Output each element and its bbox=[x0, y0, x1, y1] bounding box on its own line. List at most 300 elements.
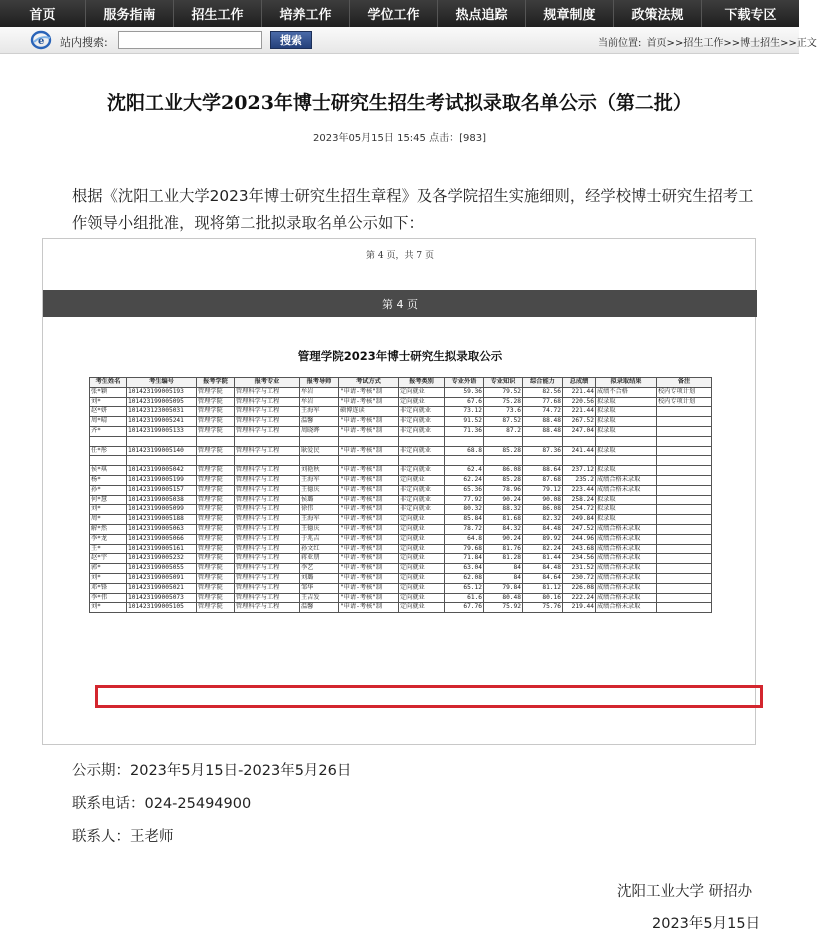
table-header-cell: 考试方式 bbox=[339, 378, 399, 388]
table-cell: 非定向就业 bbox=[399, 417, 445, 427]
table-cell: 101423199005038 bbox=[127, 495, 197, 505]
search-button[interactable]: 搜索 bbox=[270, 31, 312, 49]
table-cell: 拟录取 bbox=[596, 515, 657, 525]
table-cell bbox=[657, 417, 712, 427]
table-cell: 王海军 bbox=[300, 475, 339, 485]
nav-item-home[interactable]: 首页 bbox=[0, 0, 86, 27]
table-cell bbox=[90, 456, 127, 466]
table-cell bbox=[657, 573, 712, 583]
table-cell bbox=[657, 554, 712, 564]
table-cell bbox=[339, 436, 399, 446]
table-cell: 拟录取 bbox=[596, 466, 657, 476]
table-cell: "申请-考核"制 bbox=[339, 573, 399, 583]
svg-text:e: e bbox=[38, 36, 45, 47]
table-cell bbox=[523, 436, 563, 446]
table-cell: "申请-考核"制 bbox=[339, 475, 399, 485]
table-cell: 非定向就业 bbox=[399, 505, 445, 515]
table-cell: 243.68 bbox=[563, 544, 596, 554]
table-cell: "申请-考核"制 bbox=[339, 466, 399, 476]
table-cell bbox=[657, 436, 712, 446]
nav-item-service-guide[interactable]: 服务指南 bbox=[86, 0, 174, 27]
table-cell: 李艺 bbox=[300, 564, 339, 574]
table-cell bbox=[657, 475, 712, 485]
table-cell: 84.64 bbox=[523, 573, 563, 583]
table-cell: 管理学院 bbox=[197, 407, 235, 417]
table-row bbox=[90, 397, 712, 407]
table-cell bbox=[657, 446, 712, 456]
table-cell: 定向就业 bbox=[399, 524, 445, 534]
table-cell: 拟录取 bbox=[596, 397, 657, 407]
table-cell: "申请-考核"制 bbox=[339, 446, 399, 456]
article-intro: 根据《沈阳工业大学2023年博士研究生招生章程》及各学院招生实施细则，经学校博士研究生招考工作领导小组批准，现将第二批拟录取名单公示如下： bbox=[72, 187, 754, 232]
table-cell: 101423199005021 bbox=[127, 583, 197, 593]
table-cell: 80.32 bbox=[445, 505, 484, 515]
table-cell: 73.6 bbox=[484, 407, 523, 417]
table-cell: 邓*锋 bbox=[90, 583, 127, 593]
table-cell: 定向就业 bbox=[399, 397, 445, 407]
table-cell: 齐* bbox=[90, 426, 127, 436]
table-cell: 非定向就业 bbox=[399, 426, 445, 436]
table-cell: 63.04 bbox=[445, 564, 484, 574]
table-cell: 101423199005232 bbox=[127, 554, 197, 564]
table-cell: 王海军 bbox=[300, 515, 339, 525]
table-cell: 定向就业 bbox=[399, 573, 445, 583]
table-row bbox=[90, 505, 712, 515]
table-cell: "申请-考核"制 bbox=[339, 495, 399, 505]
table-cell: 李*伟 bbox=[90, 593, 127, 603]
table-cell: 90.24 bbox=[484, 495, 523, 505]
table-cell: 定向就业 bbox=[399, 534, 445, 544]
table-cell: 258.24 bbox=[563, 495, 596, 505]
table-cell: 非定向就业 bbox=[399, 485, 445, 495]
table-cell: 101423199005105 bbox=[127, 603, 197, 613]
table-cell: 管理科学与工程 bbox=[235, 573, 300, 583]
table-cell: 管理学院 bbox=[197, 426, 235, 436]
table-cell bbox=[596, 436, 657, 446]
announcement-period: 公示期：2023年5月15日-2023年5月26日 bbox=[72, 763, 352, 779]
table-cell bbox=[563, 456, 596, 466]
table-cell: 75.92 bbox=[484, 603, 523, 613]
table-cell: 成绩合格未录取 bbox=[596, 554, 657, 564]
table-cell bbox=[445, 436, 484, 446]
table-cell bbox=[657, 495, 712, 505]
table-row bbox=[90, 554, 712, 564]
table-cell: 267.52 bbox=[563, 417, 596, 427]
table-cell: 成绩合格未录取 bbox=[596, 485, 657, 495]
table-cell: 84.48 bbox=[523, 524, 563, 534]
table-cell: 成绩合格未录取 bbox=[596, 475, 657, 485]
search-input[interactable] bbox=[118, 31, 262, 49]
table-cell: 71.36 bbox=[445, 426, 484, 436]
table-cell: 管理科学与工程 bbox=[235, 466, 300, 476]
table-cell: 73.12 bbox=[445, 407, 484, 417]
table-cell: 67.6 bbox=[445, 397, 484, 407]
table-cell: 59.36 bbox=[445, 387, 484, 397]
table-cell: 孙* bbox=[90, 485, 127, 495]
table-cell: 85.84 bbox=[445, 515, 484, 525]
table-cell: 管理学院 bbox=[197, 397, 235, 407]
highlighted-row-marker bbox=[95, 685, 763, 708]
table-cell bbox=[127, 456, 197, 466]
table-row bbox=[90, 583, 712, 593]
table-cell: "申请-考核"制 bbox=[339, 544, 399, 554]
table-cell: 247.04 bbox=[563, 426, 596, 436]
table-cell: 王* bbox=[90, 544, 127, 554]
table-row bbox=[90, 485, 712, 495]
table-header-cell: 报考导师 bbox=[300, 378, 339, 388]
table-cell bbox=[484, 436, 523, 446]
table-cell: 101423199005073 bbox=[127, 593, 197, 603]
table-cell bbox=[657, 564, 712, 574]
table-cell: 68.8 bbox=[445, 446, 484, 456]
table-cell: "申请-考核"制 bbox=[339, 515, 399, 525]
table-cell: 101423199005055 bbox=[127, 564, 197, 574]
table-cell: 221.44 bbox=[563, 407, 596, 417]
table-cell: 管理学院 bbox=[197, 593, 235, 603]
table-cell: 邹华 bbox=[300, 583, 339, 593]
table-cell: 管理学院 bbox=[197, 515, 235, 525]
table-cell: 81.28 bbox=[484, 554, 523, 564]
nav-item-training[interactable]: 培养工作 bbox=[262, 0, 350, 27]
table-cell: 非定向就业 bbox=[399, 495, 445, 505]
table-cell: 管理科学与工程 bbox=[235, 564, 300, 574]
table-cell: 231.52 bbox=[563, 564, 596, 574]
table-cell bbox=[657, 485, 712, 495]
table-cell: 79.68 bbox=[445, 544, 484, 554]
top-nav bbox=[0, 0, 799, 27]
table-cell: 管理学院 bbox=[197, 485, 235, 495]
table-cell: 88.64 bbox=[523, 466, 563, 476]
table-cell: 管理科学与工程 bbox=[235, 475, 300, 485]
table-cell: 周*晴 bbox=[90, 417, 127, 427]
table-cell: 84 bbox=[484, 573, 523, 583]
nav-item-admissions[interactable]: 招生工作 bbox=[174, 0, 262, 27]
table-header-cell: 考生姓名 bbox=[90, 378, 127, 388]
table-cell: 62.08 bbox=[445, 573, 484, 583]
table-cell: 79.52 bbox=[484, 387, 523, 397]
table-cell bbox=[484, 456, 523, 466]
table-row bbox=[90, 475, 712, 485]
table-cell: 何*慧 bbox=[90, 495, 127, 505]
table-cell: 拟录取 bbox=[596, 426, 657, 436]
table-cell: 89.92 bbox=[523, 534, 563, 544]
table-cell: 郭* bbox=[90, 564, 127, 574]
table-header-cell: 综合能力 bbox=[523, 378, 563, 388]
table-cell: 65.36 bbox=[445, 485, 484, 495]
table-header-cell: 专业知识 bbox=[484, 378, 523, 388]
table-cell: 王海军 bbox=[300, 407, 339, 417]
table-cell: 101423199005161 bbox=[127, 544, 197, 554]
table-cell: 84.32 bbox=[484, 524, 523, 534]
table-cell: 任*彤 bbox=[90, 446, 127, 456]
table-cell: 82.56 bbox=[523, 387, 563, 397]
table-cell bbox=[657, 544, 712, 554]
table-cell: 管理学院 bbox=[197, 603, 235, 613]
table-cell bbox=[563, 436, 596, 446]
table-cell: 84 bbox=[484, 564, 523, 574]
pdf-viewer[interactable] bbox=[42, 238, 756, 745]
table-cell: 拟录取 bbox=[596, 446, 657, 456]
nav-item-degree[interactable]: 学位工作 bbox=[350, 0, 438, 27]
table-cell: 管理学院 bbox=[197, 475, 235, 485]
table-cell: 蒋亚朋 bbox=[300, 554, 339, 564]
table-cell: 耿爱民 bbox=[300, 446, 339, 456]
table-cell: 定向就业 bbox=[399, 515, 445, 525]
table-cell: 管理科学与工程 bbox=[235, 446, 300, 456]
table-cell bbox=[399, 456, 445, 466]
article-clicks: 点击：[983] bbox=[429, 133, 486, 144]
pdf-page-bar: 第 4 页 bbox=[43, 290, 757, 317]
table-cell: 61.6 bbox=[445, 593, 484, 603]
table-cell: 101423123005031 bbox=[127, 407, 197, 417]
nav-item-policies[interactable]: 政策法规 bbox=[614, 0, 702, 27]
table-cell: 75.76 bbox=[523, 603, 563, 613]
table-cell: "申请-考核"制 bbox=[339, 417, 399, 427]
table-cell: 管理学院 bbox=[197, 387, 235, 397]
table-row bbox=[90, 524, 712, 534]
breadcrumb-prefix: 当前位置: bbox=[598, 38, 642, 49]
table-cell: 101423199005193 bbox=[127, 387, 197, 397]
table-cell: 刘* bbox=[90, 505, 127, 515]
table-cell: 64.8 bbox=[445, 534, 484, 544]
table-cell: 解*然 bbox=[90, 524, 127, 534]
table-cell: 65.12 bbox=[445, 583, 484, 593]
table-cell bbox=[197, 436, 235, 446]
table-cell: 王德庆 bbox=[300, 524, 339, 534]
table-cell: 侯璐 bbox=[300, 495, 339, 505]
table-cell: 87.68 bbox=[523, 475, 563, 485]
table-cell: 101423199005199 bbox=[127, 475, 197, 485]
table-cell: 81.76 bbox=[484, 544, 523, 554]
table-row bbox=[90, 456, 712, 466]
table-cell: 李*龙 bbox=[90, 534, 127, 544]
table-row bbox=[90, 387, 712, 397]
table-cell: 硕博连读 bbox=[339, 407, 399, 417]
table-cell: 84.48 bbox=[523, 564, 563, 574]
table-cell: 校内专项计划 bbox=[657, 387, 712, 397]
table-cell bbox=[657, 426, 712, 436]
breadcrumb bbox=[598, 34, 819, 49]
table-cell: 拟录取 bbox=[596, 495, 657, 505]
table-cell: 101423199005241 bbox=[127, 417, 197, 427]
table-cell: 管理科学与工程 bbox=[235, 554, 300, 564]
table-cell: 77.68 bbox=[523, 397, 563, 407]
table-cell: 管理科学与工程 bbox=[235, 417, 300, 427]
table-row bbox=[90, 564, 712, 574]
table-cell bbox=[127, 436, 197, 446]
search-label: 站内搜索: bbox=[60, 36, 108, 49]
table-cell: 88.48 bbox=[523, 426, 563, 436]
table-cell bbox=[197, 456, 235, 466]
table-cell: 定向就业 bbox=[399, 583, 445, 593]
table-cell: 87.52 bbox=[484, 417, 523, 427]
table-cell: 234.56 bbox=[563, 554, 596, 564]
table-cell bbox=[657, 603, 712, 613]
table-cell: 62.4 bbox=[445, 466, 484, 476]
table-cell: "申请-考核"制 bbox=[339, 583, 399, 593]
table-cell bbox=[657, 583, 712, 593]
table-cell: 管理科学与工程 bbox=[235, 524, 300, 534]
table-cell: 88.32 bbox=[484, 505, 523, 515]
signature-date: 2023年5月15日 bbox=[652, 916, 761, 932]
table-cell: 101423199005091 bbox=[127, 573, 197, 583]
table-cell: 71.84 bbox=[445, 554, 484, 564]
table-cell: 254.72 bbox=[563, 505, 596, 515]
table-cell: 管理科学与工程 bbox=[235, 387, 300, 397]
table-cell: 62.24 bbox=[445, 475, 484, 485]
table-cell: 定向就业 bbox=[399, 593, 445, 603]
table-cell: 241.44 bbox=[563, 446, 596, 456]
table-cell: 101423199005095 bbox=[127, 397, 197, 407]
contact-person: 联系人：王老师 bbox=[72, 829, 174, 845]
table-header-cell: 专业外语 bbox=[445, 378, 484, 388]
table-cell: 80.48 bbox=[484, 593, 523, 603]
table-cell: 管理科学与工程 bbox=[235, 505, 300, 515]
table-cell: 管理学院 bbox=[197, 495, 235, 505]
table-cell: 成绩合格未录取 bbox=[596, 534, 657, 544]
table-cell: 管理学院 bbox=[197, 583, 235, 593]
table-cell: 校内专项计划 bbox=[657, 397, 712, 407]
table-cell: 101423199005188 bbox=[127, 515, 197, 525]
table-cell: 81.68 bbox=[484, 515, 523, 525]
table-row bbox=[90, 436, 712, 446]
table-cell bbox=[235, 456, 300, 466]
table-cell bbox=[523, 456, 563, 466]
nav-item-downloads[interactable]: 下载专区 bbox=[724, 8, 777, 23]
table-cell: 249.84 bbox=[563, 515, 596, 525]
table-cell: 管理学院 bbox=[197, 505, 235, 515]
table-row bbox=[90, 426, 712, 436]
table-cell: 管理学院 bbox=[197, 573, 235, 583]
table-cell: 管理科学与工程 bbox=[235, 407, 300, 417]
table-cell: 成绩合格未录取 bbox=[596, 573, 657, 583]
table-cell bbox=[339, 456, 399, 466]
table-cell: 刘* bbox=[90, 573, 127, 583]
table-row bbox=[90, 544, 712, 554]
table-cell: 管理学院 bbox=[197, 524, 235, 534]
table-cell: 88.48 bbox=[523, 417, 563, 427]
table-cell: "申请-考核"制 bbox=[339, 603, 399, 613]
table-cell: 79.12 bbox=[523, 485, 563, 495]
table-cell bbox=[300, 456, 339, 466]
table-cell: 226.08 bbox=[563, 583, 596, 593]
table-row bbox=[90, 515, 712, 525]
table-cell: 管理学院 bbox=[197, 446, 235, 456]
table-cell: 91.52 bbox=[445, 417, 484, 427]
table-cell: 王吉发 bbox=[300, 593, 339, 603]
table-cell: 非定向就业 bbox=[399, 466, 445, 476]
table-cell: "申请-考核"制 bbox=[339, 564, 399, 574]
table-cell: 孙文红 bbox=[300, 544, 339, 554]
table-cell bbox=[300, 436, 339, 446]
table-cell: "申请-考核"制 bbox=[339, 426, 399, 436]
table-cell: "申请-考核"制 bbox=[339, 524, 399, 534]
table-cell: 管理科学与工程 bbox=[235, 495, 300, 505]
table-row bbox=[90, 593, 712, 603]
table-cell bbox=[657, 534, 712, 544]
table-cell: 85.28 bbox=[484, 475, 523, 485]
table-cell bbox=[90, 436, 127, 446]
search-bar bbox=[0, 27, 817, 54]
nav-item-regulations[interactable]: 规章制度 bbox=[526, 0, 614, 27]
table-header-cell: 总成绩 bbox=[563, 378, 596, 388]
table-cell: 赵*妍 bbox=[90, 407, 127, 417]
table-cell: 定向就业 bbox=[399, 544, 445, 554]
table-header-cell: 报考专业 bbox=[235, 378, 300, 388]
table-cell bbox=[657, 456, 712, 466]
table-cell: 86.08 bbox=[523, 505, 563, 515]
table-cell: 67.76 bbox=[445, 603, 484, 613]
table-cell: 101423199005042 bbox=[127, 466, 197, 476]
table-cell: 定向就业 bbox=[399, 387, 445, 397]
table-cell: 成绩合格未录取 bbox=[596, 583, 657, 593]
table-cell: 管理科学与工程 bbox=[235, 485, 300, 495]
table-cell: 247.52 bbox=[563, 524, 596, 534]
table-cell: 管理学院 bbox=[197, 466, 235, 476]
article-meta bbox=[0, 129, 799, 144]
table-cell: 222.24 bbox=[563, 593, 596, 603]
table-cell: "申请-考核"制 bbox=[339, 397, 399, 407]
table-cell: 成绩不合格 bbox=[596, 387, 657, 397]
table-cell: 79.84 bbox=[484, 583, 523, 593]
table-cell: 于兆吉 bbox=[300, 534, 339, 544]
table-cell: 101423199005157 bbox=[127, 485, 197, 495]
table-cell: "申请-考核"制 bbox=[339, 485, 399, 495]
table-cell: 刘* bbox=[90, 603, 127, 613]
table-cell bbox=[235, 436, 300, 446]
nav-item-hot-topics[interactable]: 热点追踪 bbox=[438, 0, 526, 27]
table-cell: 85.28 bbox=[484, 446, 523, 456]
table-cell: 拟录取 bbox=[596, 407, 657, 417]
table-row bbox=[90, 417, 712, 427]
table-cell: 管理科学与工程 bbox=[235, 544, 300, 554]
table-header-row bbox=[90, 378, 712, 388]
table-cell: 成绩合格未录取 bbox=[596, 544, 657, 554]
table-cell: 管理科学与工程 bbox=[235, 515, 300, 525]
table-cell: 221.44 bbox=[563, 387, 596, 397]
table-row bbox=[90, 407, 712, 417]
table-cell: 219.44 bbox=[563, 603, 596, 613]
table-cell: 定向就业 bbox=[399, 554, 445, 564]
table-cell: 管理科学与工程 bbox=[235, 534, 300, 544]
breadcrumb-path[interactable]: 首页>>招生工作>>博士招生>>正文 bbox=[646, 38, 817, 49]
signature-org: 沈阳工业大学 研招办 bbox=[617, 884, 753, 900]
table-cell: 管理学院 bbox=[197, 554, 235, 564]
table-cell: 80.16 bbox=[523, 593, 563, 603]
table-cell: 78.96 bbox=[484, 485, 523, 495]
pdf-table-title: 管理学院2023年博士研究生拟录取公示 bbox=[297, 349, 503, 363]
table-cell: 101423199005063 bbox=[127, 524, 197, 534]
table-cell: 管理科学与工程 bbox=[235, 593, 300, 603]
table-cell: 74.72 bbox=[523, 407, 563, 417]
table-row bbox=[90, 534, 712, 544]
table-cell: 成绩合格未录取 bbox=[596, 564, 657, 574]
table-cell: 81.44 bbox=[523, 554, 563, 564]
table-cell: 82.32 bbox=[523, 515, 563, 525]
table-cell: 温馨 bbox=[300, 417, 339, 427]
table-cell: 非定向就业 bbox=[399, 446, 445, 456]
table-cell: 101423199005099 bbox=[127, 505, 197, 515]
table-cell: 管理学院 bbox=[197, 544, 235, 554]
table-cell: 管理科学与工程 bbox=[235, 426, 300, 436]
table-cell: 220.56 bbox=[563, 397, 596, 407]
table-cell: 成绩合格未录取 bbox=[596, 524, 657, 534]
table-cell: 230.72 bbox=[563, 573, 596, 583]
table-cell: 定向就业 bbox=[399, 564, 445, 574]
table-cell: 管理科学与工程 bbox=[235, 583, 300, 593]
article-date: 2023年05月15日 15:45 bbox=[313, 133, 426, 144]
table-cell bbox=[657, 407, 712, 417]
